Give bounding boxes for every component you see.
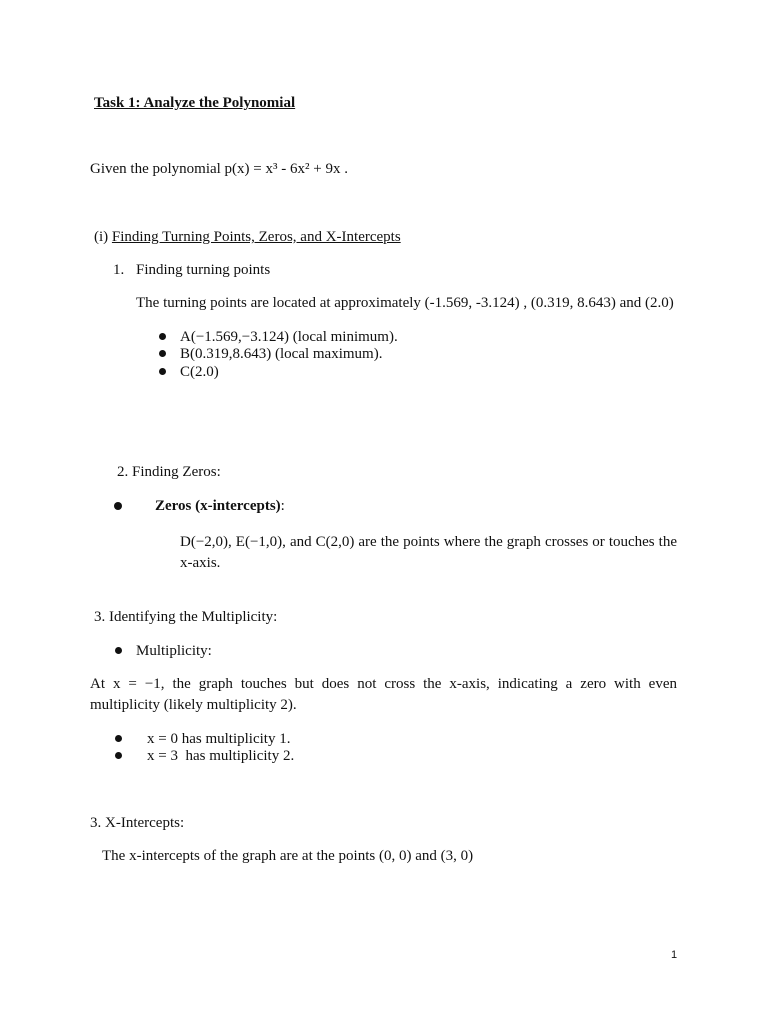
multiplicity-description <box>90 674 677 716</box>
step1-heading: Finding turning points <box>136 262 271 278</box>
multiplicity-item: x = 0 has multiplicity 1. <box>147 731 291 747</box>
zeros-colon: : <box>280 498 285 514</box>
section-title: Finding Turning Points, Zeros, and X-Intercepts <box>111 229 401 245</box>
given-polynomial: Given the polynomial p(x) = x³ - 6x² + 9x . <box>90 161 348 177</box>
bullet-icon <box>159 350 166 357</box>
zeros-line-2: x-axis. <box>180 555 221 571</box>
page-title: Task 1: Analyze the Polynomial <box>94 95 296 111</box>
bullet-icon <box>115 735 122 742</box>
zeros-bullet <box>155 497 285 515</box>
step1-text: The turning points are located at approximately (-1.569, -3.124) , (0.319, 8.643) and (2.0) <box>136 295 674 311</box>
step4-heading: 3. X-Intercepts: <box>90 815 185 831</box>
x-intercepts-text: The x-intercepts of the graph are at the points (0, 0) and (3, 0) <box>102 848 474 864</box>
zeros-line-1: D(−2,0), E(−1,0), and C(2,0) are the points where the graph crosses or touches the <box>180 534 677 550</box>
turning-point-a: A(−1.569,−3.124) (local minimum). <box>180 329 398 345</box>
step2-heading: 2. Finding Zeros: <box>117 464 221 480</box>
bullet-icon <box>114 502 122 510</box>
turning-point-b: B(0.319,8.643) (local maximum). <box>180 346 383 362</box>
section-heading <box>94 228 401 246</box>
zeros-description <box>180 532 677 574</box>
multiplicity-line-2: multiplicity (likely multiplicity 2). <box>90 697 297 713</box>
multiplicity-bullet: Multiplicity: <box>136 643 212 659</box>
step1-number: 1. <box>113 262 125 278</box>
bullet-icon <box>115 752 122 759</box>
section-prefix: (i) <box>94 229 112 245</box>
bullet-icon <box>159 333 166 340</box>
multiplicity-item: x = 3 has multiplicity 2. <box>147 748 295 764</box>
bullet-icon <box>159 368 166 375</box>
multiplicity-line-1: At x = −1, the graph touches but does not cross the x-axis, indicating a zero with even <box>90 676 677 692</box>
zeros-label: Zeros (x-intercepts) <box>155 498 281 514</box>
page-number: 1 <box>671 949 678 961</box>
turning-point-c: C(2.0) <box>180 364 219 380</box>
step3-heading: 3. Identifying the Multiplicity: <box>94 609 278 625</box>
bullet-icon <box>115 647 122 654</box>
